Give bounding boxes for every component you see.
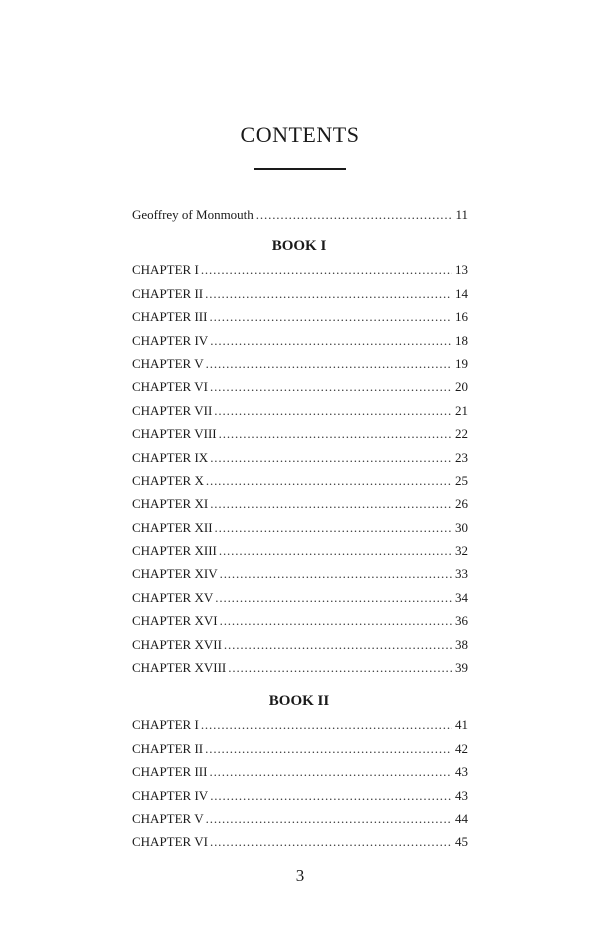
toc-entry-label: CHAPTER XVII (132, 636, 222, 652)
toc-entry-label: CHAPTER V (132, 810, 204, 826)
dot-leader (220, 609, 452, 632)
toc-entry-page: 36 (455, 613, 468, 629)
toc-entry[interactable] (132, 282, 468, 305)
dot-leader (206, 352, 452, 375)
toc-entry-intro[interactable] (132, 203, 468, 226)
toc-entry-page: 19 (455, 355, 468, 371)
dot-leader (210, 830, 452, 853)
page-number: 3 (295, 866, 305, 885)
toc-entry[interactable] (132, 375, 468, 398)
toc-entry-page: 43 (455, 787, 468, 803)
toc-entry-label: Geoffrey of Monmouth (132, 207, 254, 222)
toc-entry-page: 34 (455, 589, 468, 605)
dot-leader (215, 586, 452, 609)
dot-leader (206, 807, 452, 830)
dot-leader (215, 516, 452, 539)
book-heading-1: BOOK I (271, 238, 327, 255)
dot-leader (206, 469, 452, 492)
dot-leader (219, 422, 452, 445)
toc-entry-label: CHAPTER VI (132, 834, 208, 850)
toc-entry[interactable] (132, 737, 468, 760)
toc-entry-label: CHAPTER IV (132, 787, 209, 803)
dot-leader (201, 258, 452, 281)
dot-leader (210, 375, 452, 398)
toc-entry-page: 21 (455, 402, 468, 418)
toc-entry-page: 20 (455, 379, 468, 395)
toc-entry-label: CHAPTER XI (132, 496, 209, 512)
toc-entry-page: 16 (455, 309, 468, 325)
toc-entry-page: 42 (455, 740, 468, 756)
toc-entry[interactable] (132, 258, 468, 281)
toc-entry[interactable] (132, 830, 468, 853)
toc-entry-page: 30 (455, 519, 468, 535)
dot-leader (210, 492, 452, 515)
toc-entry[interactable] (132, 609, 468, 632)
toc-entry-page: 13 (455, 262, 468, 278)
toc-entry-label: CHAPTER I (132, 262, 199, 278)
toc-entry-page: 22 (455, 426, 468, 442)
toc-entry[interactable] (132, 305, 468, 328)
dot-leader (209, 760, 452, 783)
toc-entry[interactable] (132, 807, 468, 830)
dot-leader (224, 633, 452, 656)
book-heading-2: BOOK II (268, 693, 330, 710)
toc-entry[interactable] (132, 446, 468, 469)
toc-entry-label: CHAPTER VI (132, 379, 208, 395)
toc-entry-label: CHAPTER III (132, 764, 208, 780)
toc-entry[interactable] (132, 784, 468, 807)
dot-leader (256, 203, 453, 226)
toc-entry-label: CHAPTER XVI (132, 613, 218, 629)
toc-entry[interactable] (132, 352, 468, 375)
toc-entry-label: CHAPTER II (132, 740, 204, 756)
toc-entry-page: 25 (455, 472, 468, 488)
toc-entry-page: 26 (455, 496, 468, 512)
toc-entry-label: CHAPTER VII (132, 402, 213, 418)
toc-entry-page: 43 (455, 764, 468, 780)
toc-entry-label: CHAPTER XIV (132, 566, 218, 582)
toc-entry[interactable] (132, 329, 468, 352)
toc-entry[interactable] (132, 713, 468, 736)
dot-leader (210, 329, 452, 352)
toc-entry[interactable] (132, 422, 468, 445)
page-title: CONTENTS (240, 122, 360, 147)
toc-entry-label: CHAPTER XII (132, 519, 213, 535)
dot-leader (228, 656, 452, 679)
toc-entry[interactable] (132, 760, 468, 783)
dot-leader (201, 713, 452, 736)
toc-entry[interactable] (132, 656, 468, 679)
table-of-contents (132, 203, 468, 854)
toc-entry-label: CHAPTER XVIII (132, 660, 227, 676)
toc-entry-label: CHAPTER I (132, 717, 199, 733)
dot-leader (210, 446, 452, 469)
toc-entry[interactable] (132, 469, 468, 492)
dot-leader (220, 562, 452, 585)
toc-entry-page: 14 (455, 285, 468, 301)
toc-entry-label: CHAPTER VIII (132, 426, 217, 442)
toc-entry-page: 39 (455, 660, 468, 676)
toc-entry-page: 32 (455, 543, 468, 559)
title-rule (254, 168, 346, 170)
toc-entry-label: CHAPTER IV (132, 332, 209, 348)
toc-entry[interactable] (132, 492, 468, 515)
toc-entry-page: 44 (455, 810, 468, 826)
toc-entry[interactable] (132, 399, 468, 422)
toc-entry-label: CHAPTER X (132, 472, 204, 488)
dot-leader (209, 305, 452, 328)
book-2-chapter-list (132, 713, 468, 853)
dot-leader (214, 399, 452, 422)
toc-entry-label: CHAPTER IX (132, 449, 209, 465)
toc-entry-label: CHAPTER XIII (132, 543, 217, 559)
toc-entry[interactable] (132, 586, 468, 609)
dot-leader (219, 539, 452, 562)
toc-entry-page: 45 (455, 834, 468, 850)
dot-leader (205, 737, 452, 760)
toc-entry-label: CHAPTER XV (132, 589, 214, 605)
toc-entry-page: 18 (455, 332, 468, 348)
dot-leader (210, 784, 452, 807)
book-1-chapter-list (132, 258, 468, 679)
toc-entry-page: 38 (455, 636, 468, 652)
toc-entry-page: 23 (455, 449, 468, 465)
toc-entry[interactable] (132, 562, 468, 585)
toc-entry-label: CHAPTER II (132, 285, 204, 301)
toc-entry-label: CHAPTER III (132, 309, 208, 325)
toc-entry[interactable] (132, 516, 468, 539)
toc-entry[interactable] (132, 633, 468, 656)
toc-entry-label: CHAPTER V (132, 355, 204, 371)
toc-entry-page: 41 (455, 717, 468, 733)
toc-entry-page: 11 (455, 207, 468, 222)
toc-entry-page: 33 (455, 566, 468, 582)
dot-leader (205, 282, 452, 305)
toc-entry[interactable] (132, 539, 468, 562)
